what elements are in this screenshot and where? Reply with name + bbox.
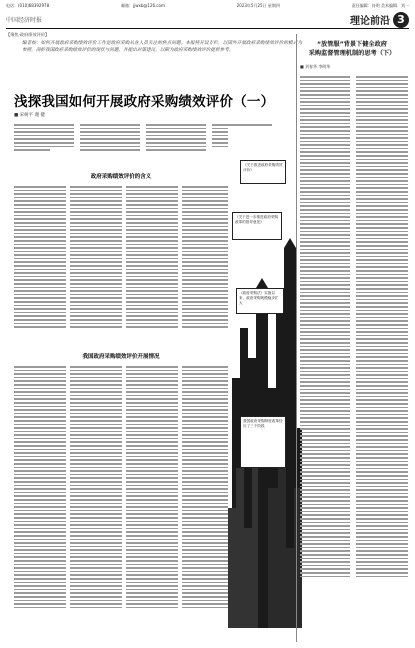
text-column <box>80 122 140 162</box>
contact-phone: 电话：(010)68392978 <box>6 3 50 8</box>
editor-note: 编者按：如何开展政府采购绩效评价工作是政府采购从业人员关注的焦点问题。本报特开设专栏，以国外开展政府采购绩效评价的模式为参照，剖析我国政府采购绩效评价的现状与问题，并提出对策建议，以期为政府采购绩效评价提供参考。 <box>22 41 302 53</box>
callout-box: 《关于进一步推进政府采购改革的指导意见》 <box>232 212 282 240</box>
text-column <box>70 184 122 346</box>
text-column <box>126 364 178 640</box>
section-subhead: 我国政府采购绩效评价开展情况 <box>82 354 160 360</box>
text-column <box>300 74 350 640</box>
text-column <box>182 184 228 346</box>
section-subhead: 政府采购绩效评价的含义 <box>90 174 152 180</box>
text-column <box>126 184 178 346</box>
issue-date: 2023年5月25日 星期四 <box>236 3 280 8</box>
callout-box: 我国政府采购制度改革经历了三个阶段 <box>240 416 286 468</box>
section-title: 理论前沿 <box>350 16 390 27</box>
article-author: ■ 宋树平 谢 健 <box>14 113 46 118</box>
text-column <box>356 74 408 640</box>
text-column <box>14 364 66 640</box>
text-column <box>14 122 74 162</box>
text-column <box>70 364 122 640</box>
text-column <box>146 122 206 162</box>
right-article-title <box>298 40 406 58</box>
section-header <box>350 12 409 28</box>
text-column <box>14 184 66 346</box>
series-tag: 【聚焦·政府绩效评价】 <box>6 32 50 37</box>
right-article-author: ■ 刘春华 李明华 <box>300 64 331 69</box>
masthead <box>6 11 409 29</box>
masthead-meta <box>6 3 409 11</box>
city-skyline-illustration <box>228 128 302 628</box>
text-column <box>182 364 228 640</box>
editors: 责任编辑：佟明 美术编辑：刘一 <box>351 3 409 8</box>
column-divider <box>296 34 297 642</box>
callout-box: 《政府采购法》实施以来，政府采购规模稳步扩大 <box>236 288 284 314</box>
right-title-line2: 采购监督管理机制的思考（下） <box>308 50 396 57</box>
callout-box: 《关于推进政府采购绩效评价》 <box>240 160 286 184</box>
page-number-badge: 3 <box>393 12 409 28</box>
article-title: 浅探我国如何开展政府采购绩效评价（一） <box>14 94 275 110</box>
contact-email: 邮箱：jjwxb@126.com <box>121 3 165 8</box>
right-title-line1: “放管服”背景下健全政府 <box>316 41 387 48</box>
paper-logo: 中国经济时报 <box>6 17 43 24</box>
